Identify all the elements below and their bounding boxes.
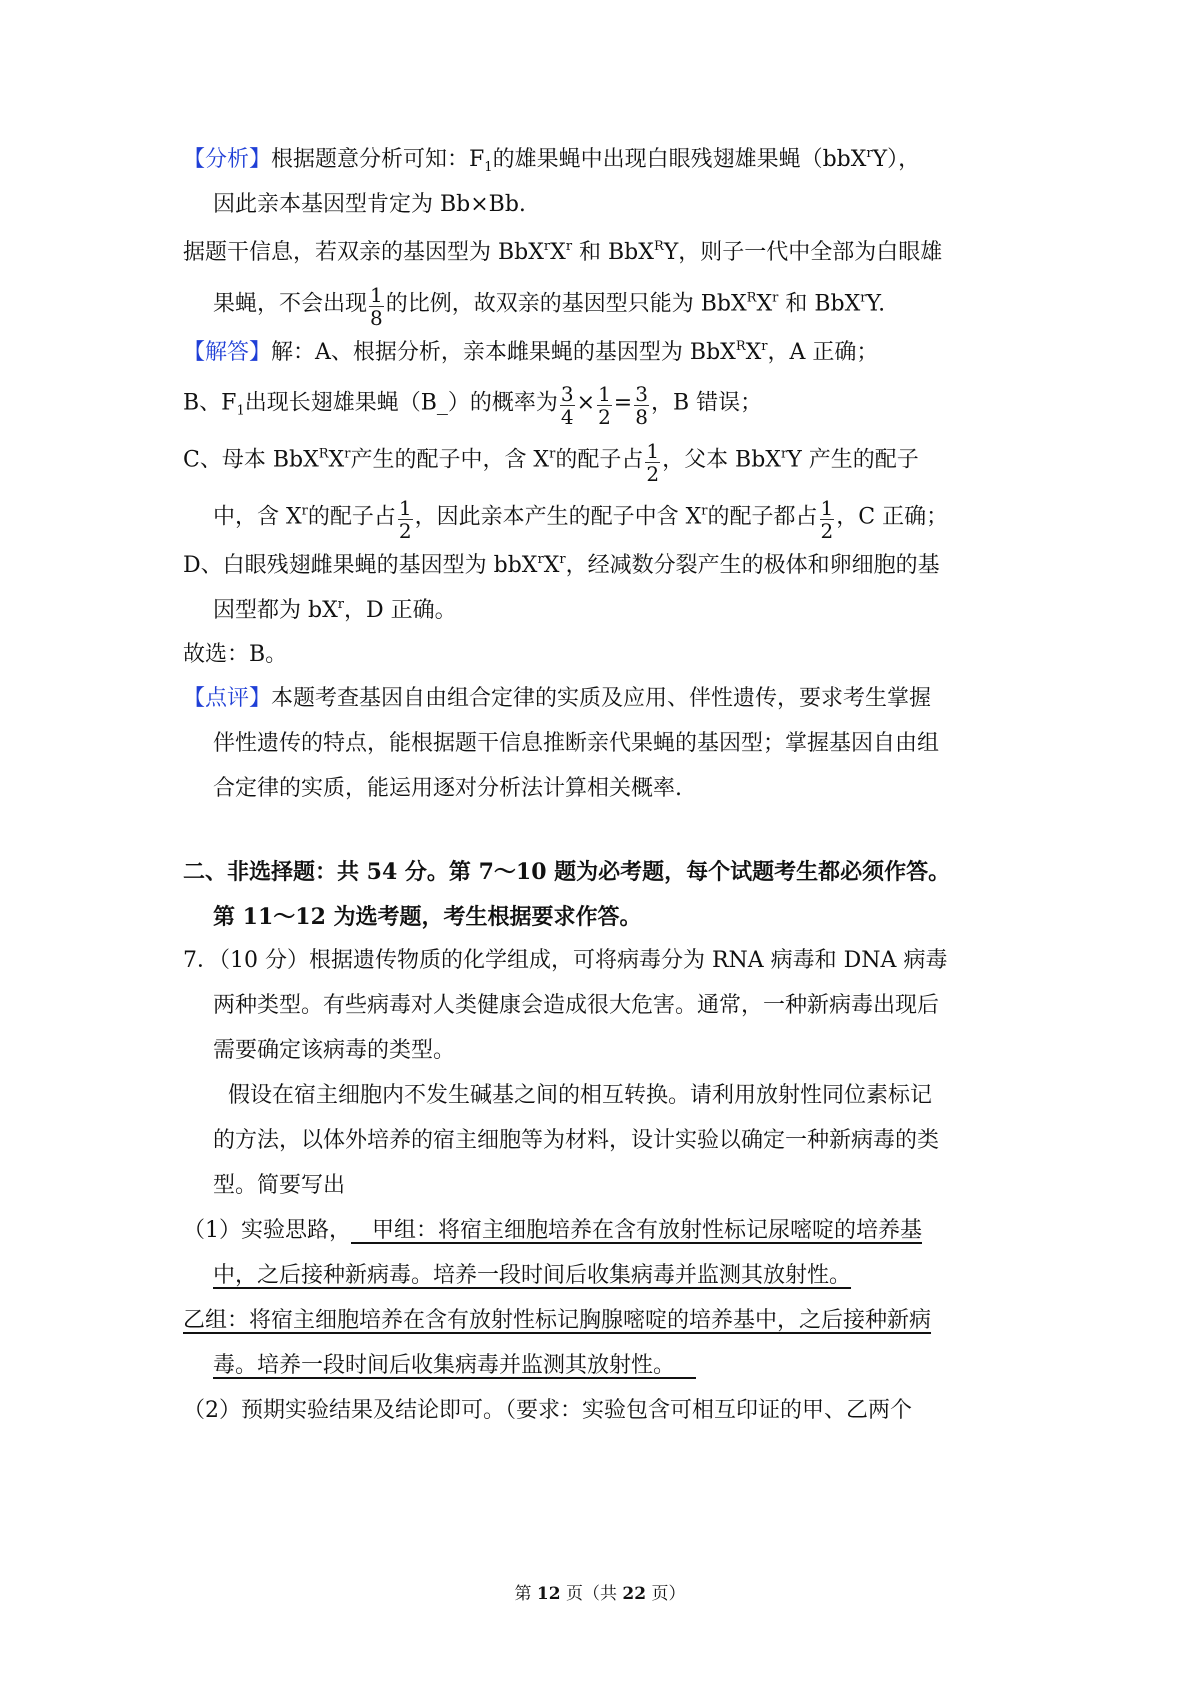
numerator: 1 [646,439,660,463]
comment-line-2: 伴性遗传的特点，能根据题干信息推断亲代果蝇的基因型；掌握基因自由组 [213,731,940,756]
denominator: 8 [635,405,648,429]
fraction [645,440,660,485]
superscript: r [772,290,779,306]
text: Y，则子一代中全部为白眼雄 [663,240,943,265]
answer-choice: 故选：B。 [183,642,288,667]
superscript: r [549,446,556,462]
part-1-label: （1）实验思路， [183,1218,351,1243]
superscript: R [653,239,664,254]
analysis-line-4 [213,282,1053,330]
text: ，C 正确； [836,504,949,530]
text: 的比例，故双亲的基因型只能为 BbX [385,291,747,317]
question-7-part-1-cont [213,1258,1053,1294]
text: 的雄果蝇中出现白眼残翅雄果蝇（bbX [492,147,867,172]
text: 和 BbX [572,240,654,265]
fraction [398,497,413,542]
denominator: 2 [398,519,412,543]
text: Y）， [872,147,921,172]
text: 的配子都占 [707,504,818,530]
numerator: 1 [820,496,834,520]
question-7-part-1-cont-3 [213,1348,1053,1384]
question-7-part-1 [183,1213,1023,1249]
section-heading-line-1: 二、非选择题：共 54 分。第 7～10 题为必考题，每个试题考生都必须作答。 [183,859,951,885]
question-7-line-2: 两种类型。有些病毒对人类健康会造成很大危害。通常，一种新病毒出现后 [213,993,940,1018]
superscript: R [746,290,757,306]
text: ，D 正确。 [343,598,457,623]
equals-sign: = [613,390,633,416]
denominator: 2 [598,405,611,429]
fraction [560,383,575,428]
text: 产生的配子中，含 X [350,447,550,473]
text: ，B 错误； [650,390,763,416]
comment-tag: 【点评】 [183,686,272,711]
answer-line-a [183,335,1023,371]
text: X [328,447,345,473]
text: 页） [646,1584,686,1604]
section-heading-line-2: 第 11～12 为选考题，考生根据要求作答。 [213,904,642,930]
numerator: 3 [635,382,648,406]
denominator: 8 [370,306,383,330]
text: 解：A、根据分析，亲本雌果蝇的基因型为 BbX [271,340,736,365]
superscript: r [301,503,308,519]
text: B、F [183,390,237,416]
answer-line-d2 [213,593,1053,629]
text: 出现长翅雄果蝇（B_）的概率为 [244,390,558,416]
text: X [745,340,762,365]
question-7-line-3: 需要确定该病毒的类型。 [213,1038,456,1063]
superscript: r [559,552,566,567]
analysis-line-2: 因此亲本基因型肯定为 Bb×Bb. [213,192,526,217]
answer-line-c2 [213,495,1053,543]
superscript: r [337,597,344,612]
numerator: 1 [598,382,611,406]
total-pages: 22 [622,1584,647,1604]
answer-line-c1 [183,438,1023,486]
answer-line-b [183,381,1023,429]
text: C、母本 BbX [183,447,319,473]
answer-underlined: 乙组：将宿主细胞培养在含有放射性标记胸腺嘧啶的培养基中，之后接种新病 [183,1308,932,1333]
text: ，经减数分裂产生的极体和卵细胞的基 [565,553,940,578]
text: 因型都为 bX [213,598,338,623]
superscript: r [543,239,551,254]
denominator: 2 [820,519,834,543]
text: 和 BbX [778,291,861,317]
superscript: R [735,339,746,354]
fraction [634,383,649,428]
answer-underlined: 毒。培养一段时间后收集病毒并监测其放射性。 [213,1353,696,1378]
text: X [756,291,773,317]
text: ，父本 BbX [662,447,781,473]
text: X [543,553,560,578]
superscript: r [866,146,873,161]
analysis-line-1 [183,142,1023,178]
times-sign: × [576,390,596,416]
text: Y 产生的配子 [787,447,919,473]
text: ，A 正确； [767,340,879,365]
answer-tag: 【解答】 [183,340,272,365]
fraction [369,284,384,329]
question-7-line-6: 型。简要写出 [213,1173,346,1198]
text: ，因此亲本产生的配子中含 X [414,504,702,530]
fraction [597,383,612,428]
text: 的配子占 [555,447,644,473]
text: 页（共 [560,1584,623,1604]
text: 的配子占 [307,504,396,530]
text: 中，含 X [213,504,302,530]
superscript: R [318,446,329,462]
text: 根据题意分析可知：F [271,147,485,172]
superscript: r [780,446,788,462]
superscript: r [761,339,768,354]
fraction [820,497,835,542]
numerator: 1 [398,496,412,520]
subscript: 1 [484,160,493,175]
text: 据题干信息，若双亲的基因型为 BbX [183,240,544,265]
superscript: r [565,239,573,254]
question-7-line-5: 的方法，以体外培养的宿主细胞等为材料，设计实验以确定一种新病毒的类 [213,1128,940,1153]
analysis-tag: 【分析】 [183,147,272,172]
comment-line-1 [183,681,1023,717]
numerator: 1 [370,283,383,307]
answer-line-d1 [183,548,1023,584]
text: D、白眼残翅雌果蝇的基因型为 bbX [183,553,538,578]
text: 第 [514,1584,537,1604]
analysis-line-3 [183,235,1023,271]
subscript: 1 [236,403,245,419]
comment-line-3: 合定律的实质，能运用逐对分析法计算相关概率. [213,776,682,801]
page-number: 12 [536,1584,561,1604]
superscript: r [701,503,708,519]
numerator: 3 [560,382,574,406]
answer-underlined: 中，之后接种新病毒。培养一段时间后收集病毒并监测其放射性。 [213,1263,852,1288]
text: 本题考查基因自由组合定律的实质及应用、伴性遗传，要求考生掌握 [271,686,932,711]
text: Y. [866,291,886,317]
denominator: 2 [646,462,660,486]
question-7-part-1-cont-2 [183,1303,1023,1339]
superscript: r [344,446,351,462]
question-7-line-4: 假设在宿主细胞内不发生碱基之间的相互转换。请利用放射性同位素标记 [228,1083,933,1108]
superscript: r [537,552,544,567]
page-footer [0,1582,1200,1606]
denominator: 4 [560,405,574,429]
question-7-part-2: （2）预期实验结果及结论即可。（要求：实验包含可相互印证的甲、乙两个 [183,1398,912,1423]
question-7-line-1: 7．（10 分）根据遗传物质的化学组成，可将病毒分为 RNA 病毒和 DNA 病毒 [183,948,948,973]
text: X [550,240,566,265]
answer-underlined: 甲组：将宿主细胞培养在含有放射性标记尿嘧啶的培养基 [351,1218,922,1243]
superscript: r [860,290,867,306]
text: 果蝇，不会出现 [213,291,368,317]
